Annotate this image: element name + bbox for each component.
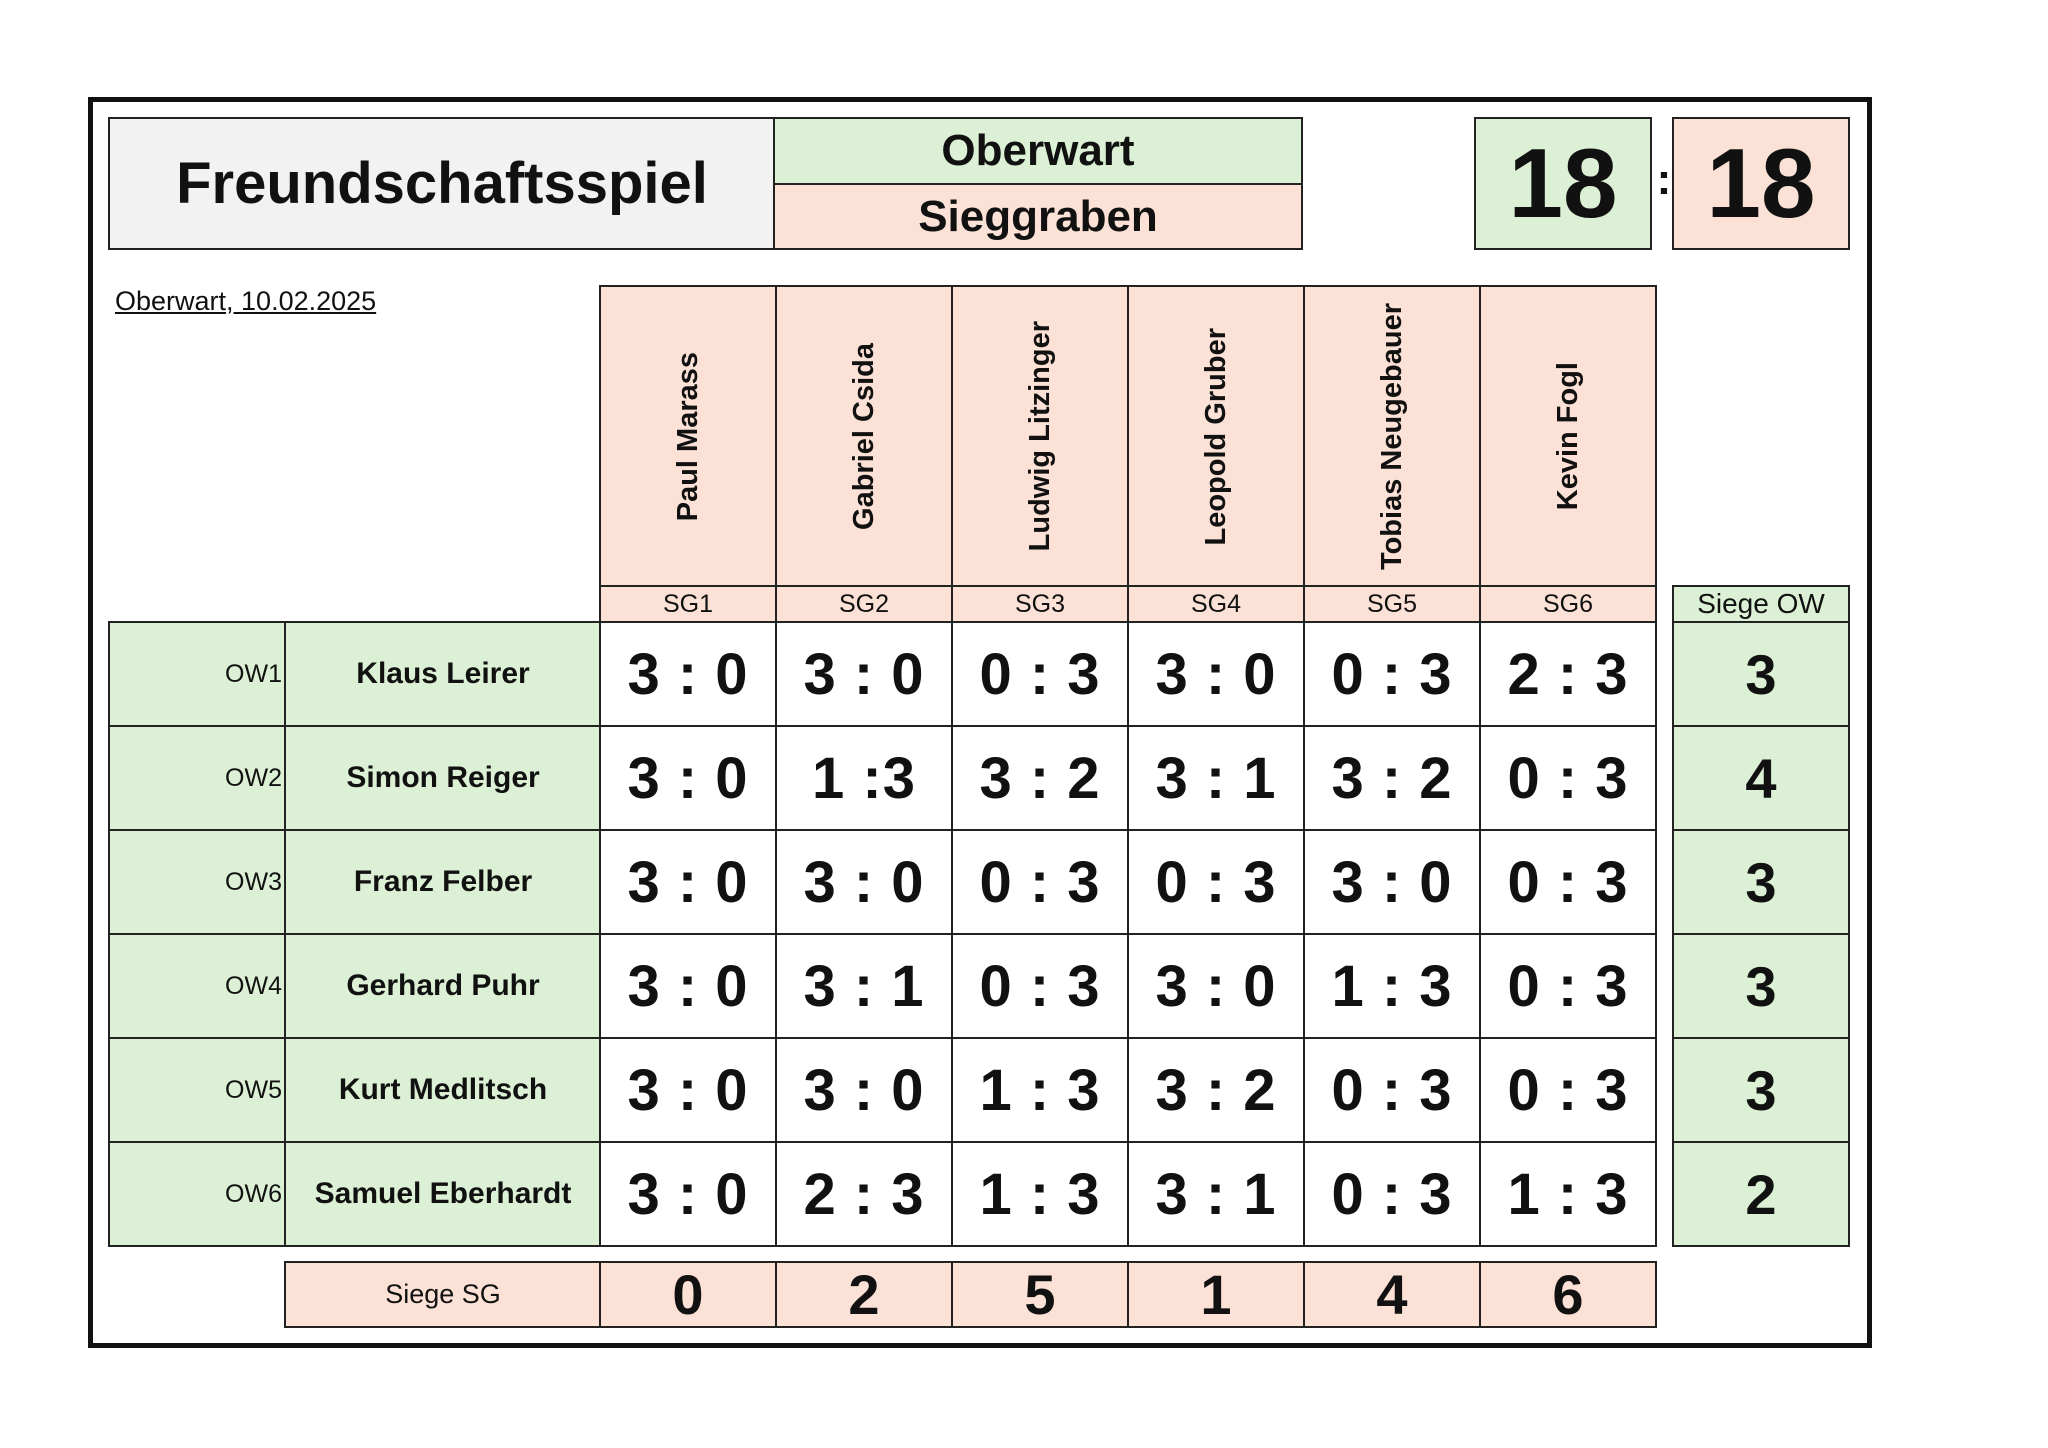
away-player-name: Paul Marass bbox=[671, 351, 704, 522]
match-result: 0 : 3 bbox=[1479, 829, 1657, 935]
location-date: Oberwart, 10.02.2025 bbox=[115, 286, 377, 316]
match-result: 1 : 3 bbox=[951, 1141, 1129, 1247]
home-player-wins: 3 bbox=[1672, 1037, 1850, 1143]
away-player-name-cell bbox=[1127, 285, 1305, 588]
home-player-name: Samuel Eberhardt bbox=[284, 1141, 602, 1247]
home-player-name: Simon Reiger bbox=[284, 725, 602, 831]
away-player-name: Leopold Gruber bbox=[1199, 327, 1232, 546]
away-player-code: SG1 bbox=[599, 585, 777, 623]
match-result: 3 : 1 bbox=[1127, 1141, 1305, 1247]
score-separator: : bbox=[1656, 155, 1672, 204]
match-result: 1 : 3 bbox=[1303, 933, 1481, 1039]
match-result: 3 : 0 bbox=[775, 829, 953, 935]
match-result: 3 : 0 bbox=[599, 1037, 777, 1143]
match-result: 0 : 3 bbox=[1479, 933, 1657, 1039]
away-player-code: SG6 bbox=[1479, 585, 1657, 623]
home-player-wins: 3 bbox=[1672, 933, 1850, 1039]
home-team-name: Oberwart bbox=[773, 117, 1303, 185]
match-result: 3 : 0 bbox=[599, 725, 777, 831]
away-player-wins: 5 bbox=[951, 1261, 1129, 1328]
away-player-name: Gabriel Csida bbox=[847, 343, 880, 530]
match-result: 3 : 0 bbox=[599, 829, 777, 935]
match-result: 0 : 3 bbox=[1127, 829, 1305, 935]
match-result: 3 : 0 bbox=[775, 1037, 953, 1143]
match-result: 1 :3 bbox=[775, 725, 953, 831]
home-player-name: Gerhard Puhr bbox=[284, 933, 602, 1039]
home-player-wins: 3 bbox=[1672, 621, 1850, 727]
home-player-wins: 3 bbox=[1672, 829, 1850, 935]
match-result: 3 : 2 bbox=[1127, 1037, 1305, 1143]
wins-home-header: Siege OW bbox=[1672, 585, 1850, 623]
match-title: Freundschaftsspiel bbox=[108, 117, 776, 250]
match-result: 1 : 3 bbox=[951, 1037, 1129, 1143]
match-result: 0 : 3 bbox=[951, 933, 1129, 1039]
away-total-score: 18 bbox=[1672, 117, 1850, 250]
away-player-wins: 2 bbox=[775, 1261, 953, 1328]
wins-away-label: Siege SG bbox=[284, 1261, 602, 1328]
home-player-name: Franz Felber bbox=[284, 829, 602, 935]
away-player-name: Kevin Fogl bbox=[1551, 362, 1584, 511]
away-player-name: Tobias Neugebauer bbox=[1375, 303, 1408, 570]
match-result: 3 : 0 bbox=[1303, 829, 1481, 935]
away-team-name: Sieggraben bbox=[773, 183, 1303, 250]
match-result: 2 : 3 bbox=[775, 1141, 953, 1247]
match-result: 0 : 3 bbox=[1479, 1037, 1657, 1143]
match-result: 0 : 3 bbox=[1303, 621, 1481, 727]
away-player-name-cell bbox=[775, 285, 953, 588]
away-player-wins: 4 bbox=[1303, 1261, 1481, 1328]
match-result: 3 : 1 bbox=[1127, 725, 1305, 831]
match-result: 0 : 3 bbox=[951, 621, 1129, 727]
home-player-wins: 4 bbox=[1672, 725, 1850, 831]
match-result: 0 : 3 bbox=[1303, 1141, 1481, 1247]
away-player-name-cell bbox=[1479, 285, 1657, 588]
home-player-code: OW2 bbox=[108, 725, 287, 831]
home-player-code: OW1 bbox=[108, 621, 287, 727]
match-result: 3 : 1 bbox=[775, 933, 953, 1039]
away-player-wins: 1 bbox=[1127, 1261, 1305, 1328]
home-player-name: Klaus Leirer bbox=[284, 621, 602, 727]
match-result: 3 : 0 bbox=[1127, 621, 1305, 727]
match-result: 3 : 2 bbox=[951, 725, 1129, 831]
match-result: 0 : 3 bbox=[1479, 725, 1657, 831]
away-player-code: SG4 bbox=[1127, 585, 1305, 623]
home-player-code: OW5 bbox=[108, 1037, 287, 1143]
away-player-name-cell bbox=[1303, 285, 1481, 588]
home-player-code: OW3 bbox=[108, 829, 287, 935]
match-result: 0 : 3 bbox=[1303, 1037, 1481, 1143]
match-result: 3 : 0 bbox=[599, 621, 777, 727]
match-result: 3 : 0 bbox=[599, 933, 777, 1039]
away-player-code: SG5 bbox=[1303, 585, 1481, 623]
match-result: 1 : 3 bbox=[1479, 1141, 1657, 1247]
away-player-name-cell bbox=[951, 285, 1129, 588]
away-player-name-cell bbox=[599, 285, 777, 588]
match-result: 2 : 3 bbox=[1479, 621, 1657, 727]
away-player-wins: 0 bbox=[599, 1261, 777, 1328]
home-total-score: 18 bbox=[1474, 117, 1652, 250]
home-player-name: Kurt Medlitsch bbox=[284, 1037, 602, 1143]
away-player-code: SG3 bbox=[951, 585, 1129, 623]
match-result: 0 : 3 bbox=[951, 829, 1129, 935]
away-player-code: SG2 bbox=[775, 585, 953, 623]
match-result: 3 : 0 bbox=[599, 1141, 777, 1247]
match-result: 3 : 0 bbox=[775, 621, 953, 727]
home-player-code: OW6 bbox=[108, 1141, 287, 1247]
away-player-wins: 6 bbox=[1479, 1261, 1657, 1328]
match-result: 3 : 0 bbox=[1127, 933, 1305, 1039]
home-player-wins: 2 bbox=[1672, 1141, 1850, 1247]
match-result: 3 : 2 bbox=[1303, 725, 1481, 831]
away-player-name: Ludwig Litzinger bbox=[1023, 321, 1056, 552]
home-player-code: OW4 bbox=[108, 933, 287, 1039]
